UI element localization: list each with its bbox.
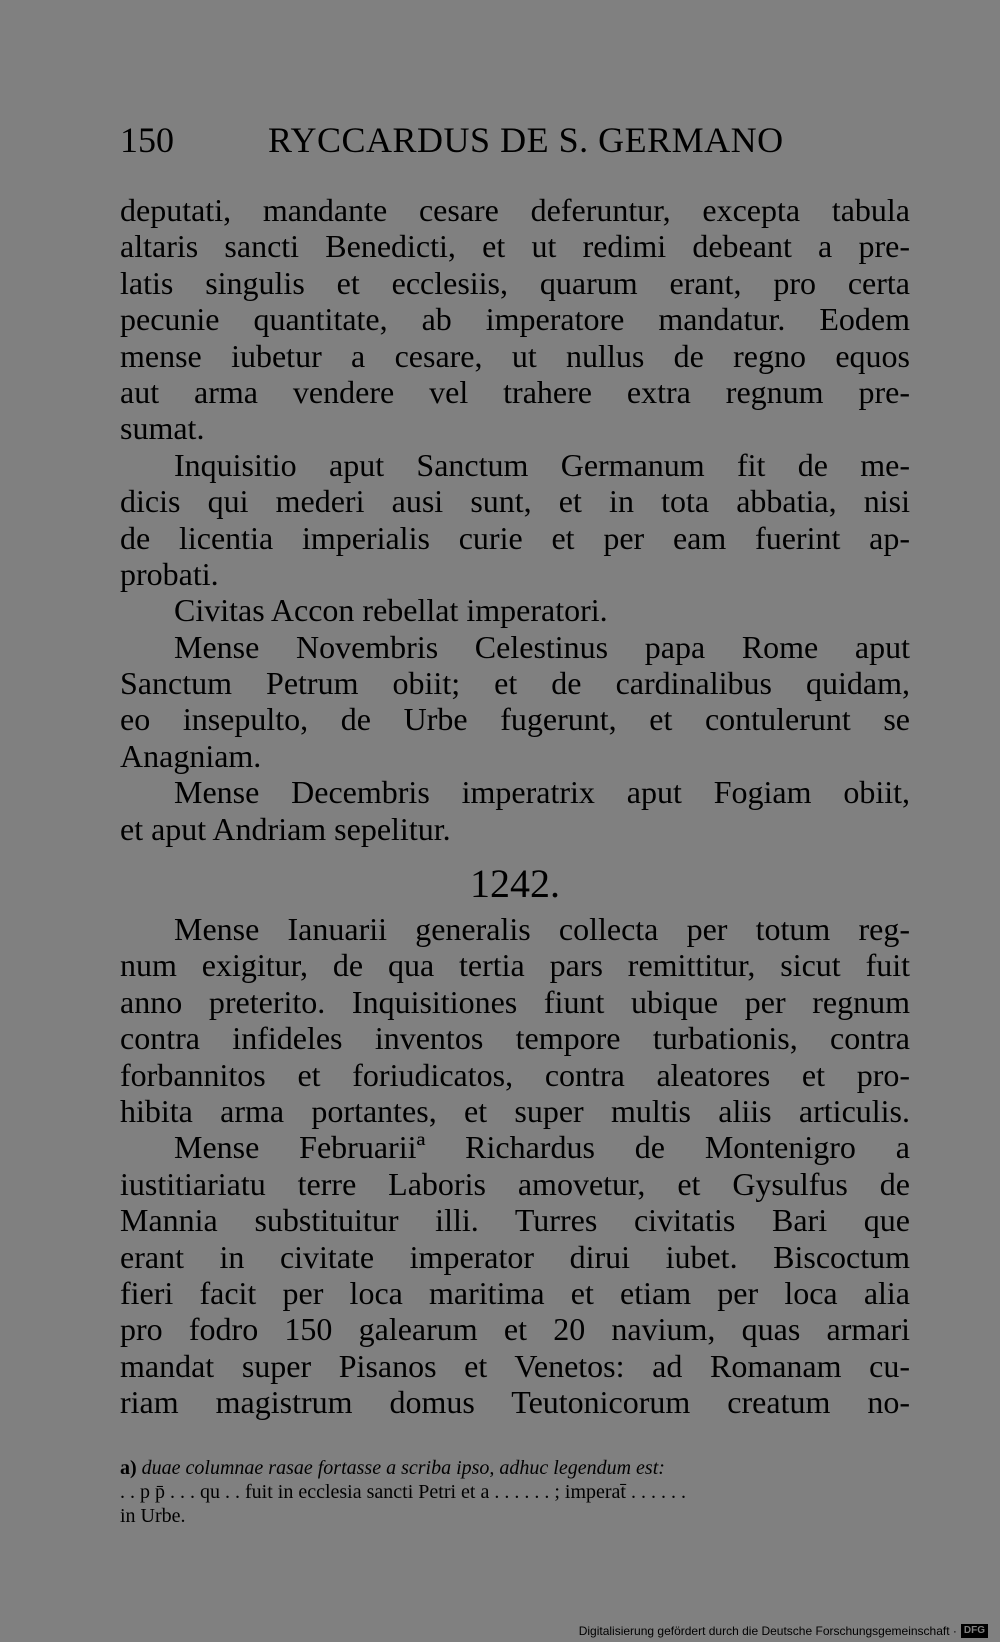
footnote-text: duae columnae rasae fortasse a scriba ipso, adhuc legendum est: (141, 1457, 665, 1479)
footnote-line-1 (120, 1456, 910, 1480)
text-line: eo insepulto, de Urbe fugerunt, et contulerunt se (120, 701, 910, 738)
running-title: RYCCARDUS DE S. GERMANO (268, 120, 784, 160)
paragraph-3 (120, 592, 910, 628)
paragraph-6 (120, 911, 910, 1129)
text-line: deputati, mandante cesare deferuntur, excepta tabula (120, 192, 910, 228)
text-line: pecunie quantitate, ab imperatore mandatur. Eodem (120, 301, 910, 338)
year-heading: 1242. (470, 861, 560, 907)
dfg-logo: DFG (961, 1624, 988, 1638)
digitization-notice (579, 1624, 988, 1638)
footnote-line-3: in Urbe. (120, 1505, 186, 1527)
text-line: aut arma vendere vel trahere extra regnum pre- (120, 373, 910, 410)
text-line: fieri facit per loca maritima et etiam per loca alia (120, 1274, 910, 1311)
text-line: contra infideles inventos tempore turbationis, contra (120, 1020, 910, 1057)
paragraph-1 (120, 192, 910, 447)
text-line: riam magistrum domus Teutonicorum creatum no- (120, 1384, 910, 1421)
text-line: Mense Decembris imperatrix aput Fogiam obiit, (174, 774, 910, 811)
page-number: 150 (120, 120, 174, 160)
text-line: Mannia substituitur illi. Turres civitatis Bari que (120, 1202, 910, 1239)
text-line: hibita arma portantes, et super multis aliis articulis. (120, 1092, 910, 1129)
text-line: Mense Februariiª Richardus de Montenigro a (174, 1129, 910, 1166)
footnote (120, 1456, 910, 1528)
text-line: de licentia imperialis curie et per eam fuerint ap- (120, 519, 910, 556)
text-line: Anagniam. (120, 737, 262, 774)
page-header (120, 118, 910, 162)
text-line: et aput Andriam sepelitur. (120, 810, 451, 847)
text-line: mense iubetur a cesare, ut nullus de regno equos (120, 337, 910, 374)
text-line: altaris sancti Benedicti, et ut redimi debeant a pre- (120, 228, 910, 265)
paragraph-4 (120, 629, 910, 775)
text-line: probati. (120, 555, 219, 592)
paragraph-7 (120, 1129, 910, 1420)
digitization-text: Digitalisierung gefördert durch die Deutsche Forschungsgemeinschaft · (578, 1624, 957, 1638)
text-line: Mense Novembris Celestinus papa Rome aput (174, 628, 910, 665)
text-line: erant in civitate imperator dirui iubet. Biscoctum (120, 1238, 910, 1275)
footnote-line-2: . . p p̄ . . . qu . . fuit in ecclesia sancti Petri et a . . . . . . ; imperat̄ . . . . . . (120, 1481, 686, 1503)
text-line: num exigitur, de qua tertia pars remittitur, sicut fuit (120, 947, 910, 984)
text-line: Inquisitio aput Sanctum Germanum fit de me- (174, 446, 910, 483)
text-line: Mense Ianuarii generalis collecta per totum reg- (174, 911, 910, 948)
footnote-marker: a) (120, 1457, 137, 1479)
text-line: anno preterito. Inquisitiones fiunt ubique per regnum (120, 983, 910, 1020)
text-line: mandat super Pisanos et Venetos: ad Romanam cu- (120, 1347, 910, 1384)
text-line: Sanctum Petrum obiit; et de cardinalibus quidam, (120, 665, 910, 702)
paragraph-2 (120, 447, 910, 593)
text-line: sumat. (120, 410, 205, 447)
text-line: Civitas Accon rebellat imperatori. (174, 592, 608, 629)
paragraph-5 (120, 774, 910, 847)
text-line: iustitiariatu terre Laboris amovetur, et Gysulfus de (120, 1165, 910, 1202)
text-line: forbannitos et foriudicatos, contra aleatores et pro- (120, 1056, 910, 1093)
page-body (120, 192, 910, 1421)
text-line: latis singulis et ecclesiis, quarum erant, pro certa (120, 264, 910, 301)
text-line: dicis qui mederi ausi sunt, et in tota abbatia, nisi (120, 483, 910, 520)
text-line: pro fodro 150 galearum et 20 navium, quas armari (120, 1311, 910, 1348)
